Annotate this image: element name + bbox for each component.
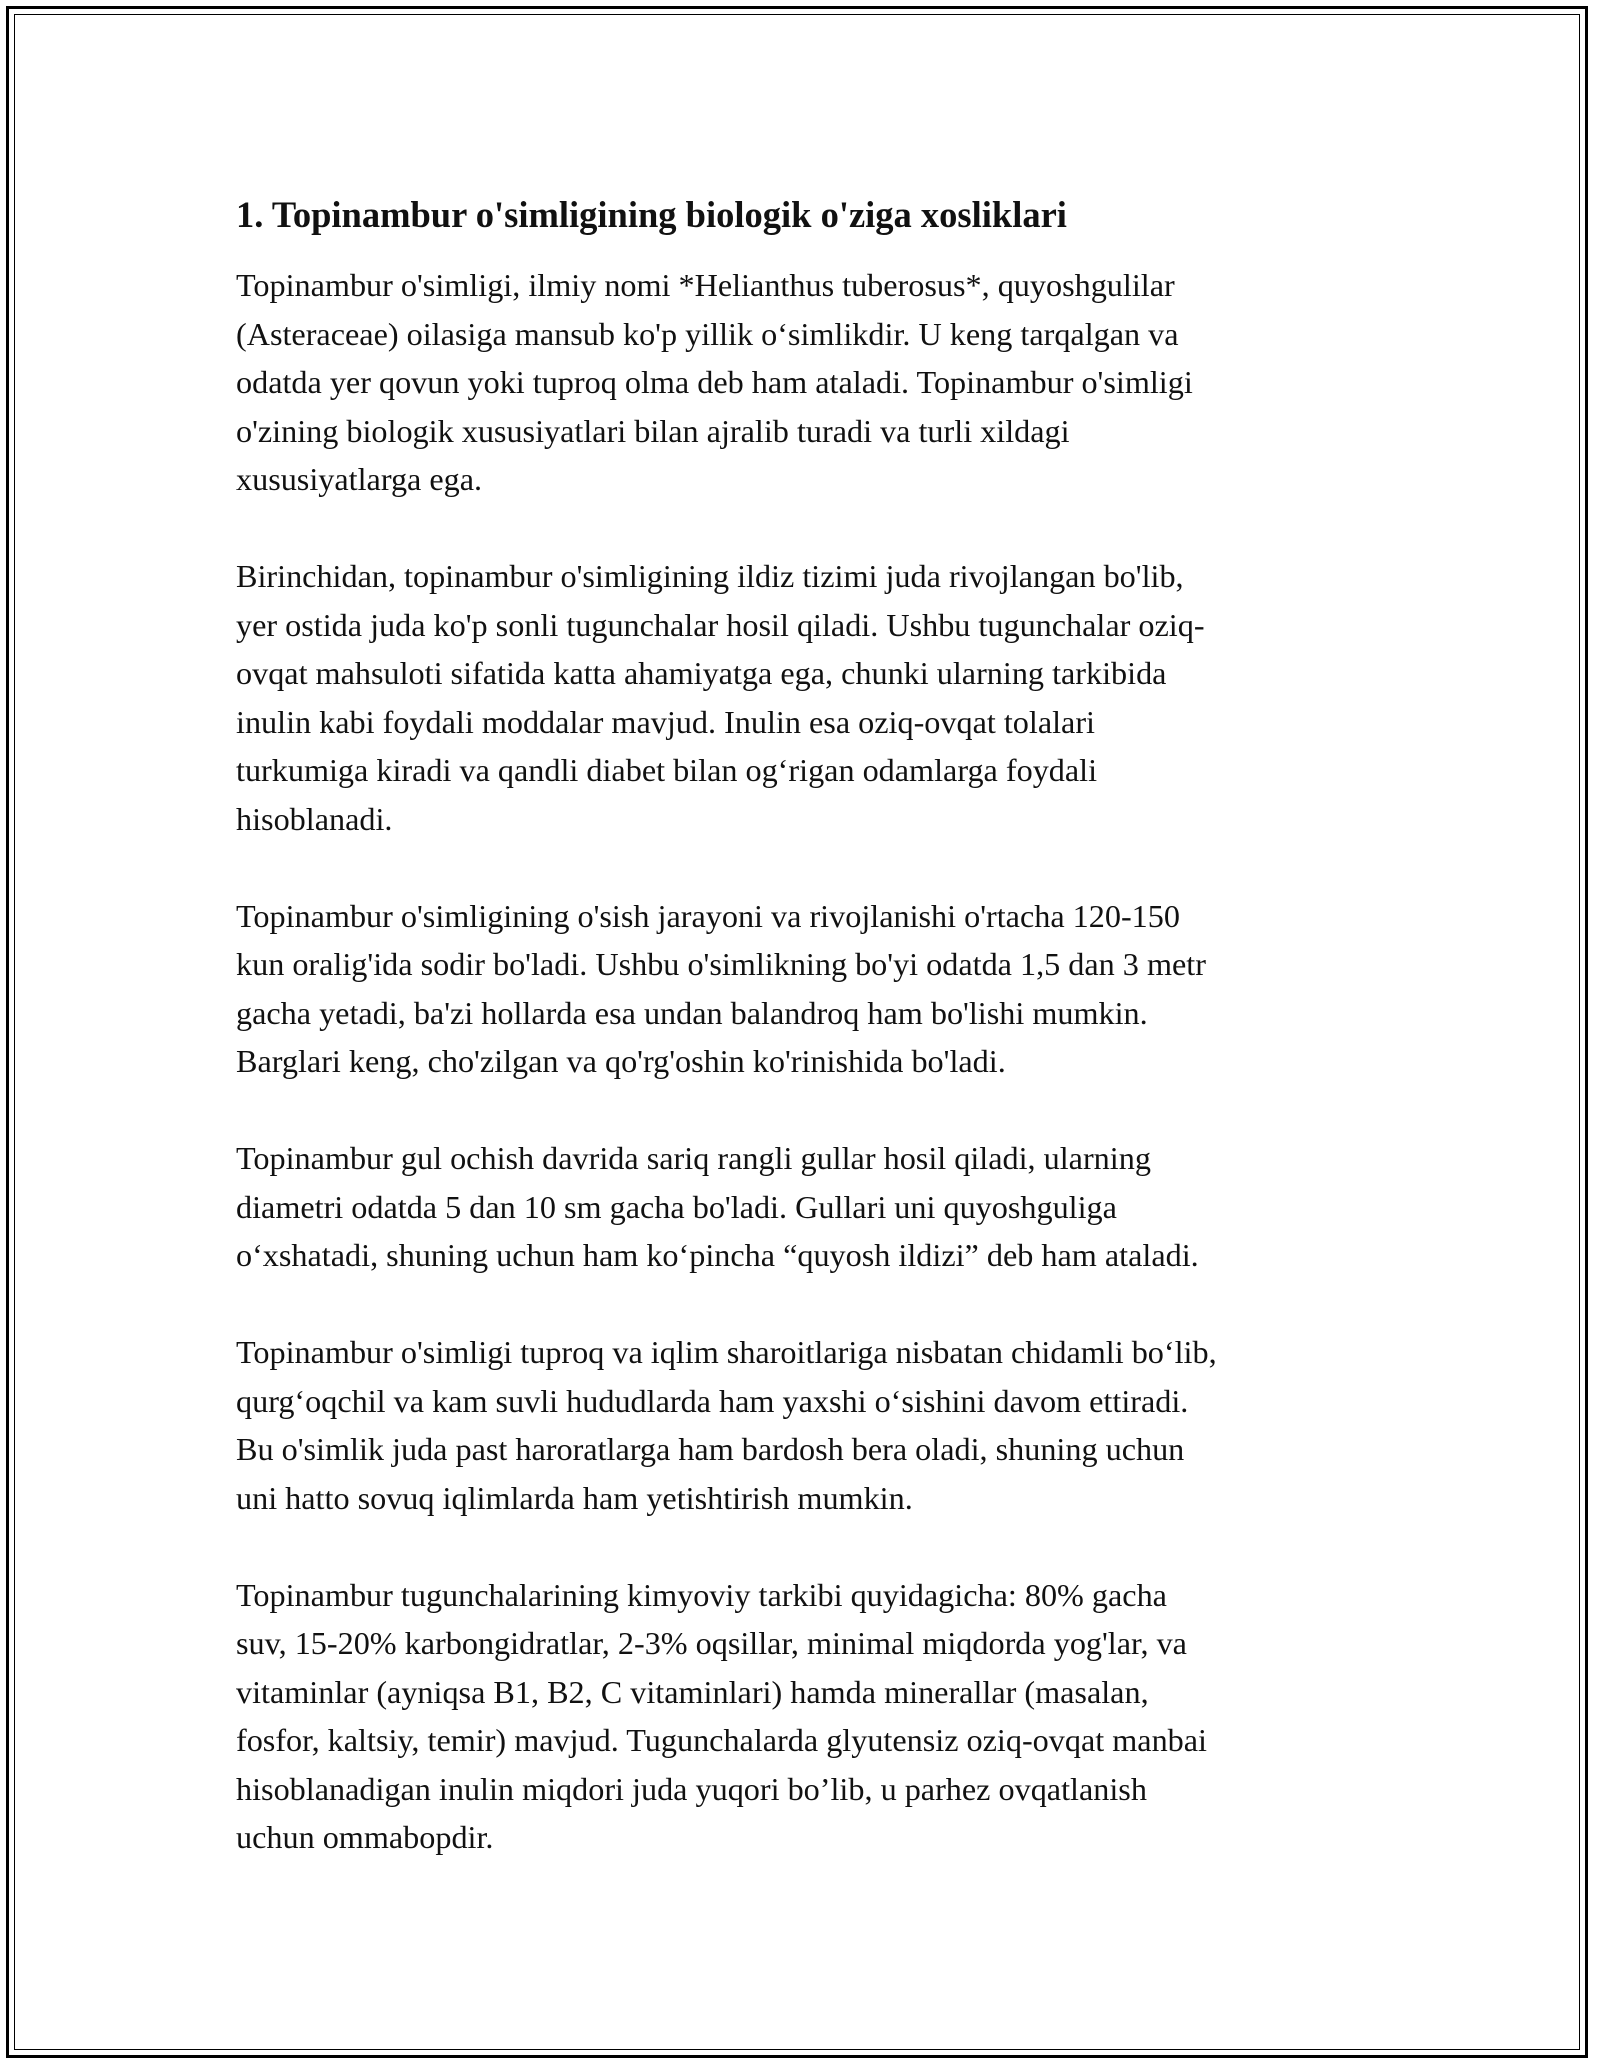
paragraph-line: Topinambur o'simligining o'sish jarayoni va rivojlanishi o'rtacha 120-150 xyxy=(236,897,1180,934)
paragraph xyxy=(236,552,1366,843)
paragraph-line: suv, 15-20% karbongidratlar, 2-3% oqsillar, minimal miqdorda yog'lar, va xyxy=(236,1625,1187,1661)
paragraph xyxy=(236,261,1366,504)
section-heading: 1. Topinambur o'simligining biologik o'ziga xosliklari xyxy=(236,194,1067,235)
paragraph-line: ovqat mahsuloti sifatida katta ahamiyatga ega, chunki ularning tarkibida xyxy=(236,655,1167,691)
paragraph-line: qurg‘oqchil va kam suvli hududlarda ham yaxshi o‘sishini davom ettiradi. xyxy=(236,1382,1189,1419)
paragraph-line: (Asteraceae) oilasiga mansub ko'p yillik o‘simlikdir. U keng tarqalgan va xyxy=(236,315,1179,352)
paragraph-line: gacha yetadi, ba'zi hollarda esa undan balandroq ham bo'lishi mumkin. xyxy=(236,994,1148,1031)
document-body xyxy=(236,185,1366,1862)
paragraph-line: odatda yer qovun yoki tuproq olma deb ham ataladi. Topinambur o'simligi xyxy=(236,364,1193,400)
paragraph xyxy=(236,892,1366,1086)
paragraph-line: Bu o'simlik juda past haroratlarga ham bardosh bera oladi, shuning uchun xyxy=(236,1431,1185,1467)
paragraph-line: yer ostida juda ko'p sonli tugunchalar hosil qiladi. Ushbu tugunchalar oziq- xyxy=(236,606,1205,643)
paragraph-line: Topinambur o'simligi tuproq va iqlim sharoitlariga nisbatan chidamli bo‘lib, xyxy=(236,1334,1217,1370)
paragraph xyxy=(236,1328,1366,1522)
paragraph-line: o‘xshatadi, shuning uchun ham ko‘pincha “quyosh ildizi” deb ham ataladi. xyxy=(236,1237,1199,1273)
paragraph-line: fosfor, kaltsiy, temir) mavjud. Tugunchalarda glyutensiz oziq-ovqat manbai xyxy=(236,1722,1207,1758)
paragraph-line: turkumiga kiradi va qandli diabet bilan og‘rigan odamlarga foydali xyxy=(236,752,1098,788)
paragraph-line: xususiyatlarga ega. xyxy=(236,461,483,497)
paragraph xyxy=(236,1134,1366,1280)
paragraph-line: inulin kabi foydali moddalar mavjud. Inulin esa oziq-ovqat tolalari xyxy=(236,703,1096,740)
paragraph-line: Barglari keng, cho'zilgan va qo'rg'oshin ko'rinishida bo'ladi. xyxy=(236,1043,1006,1079)
paragraph-line: Topinambur tugunchalarining kimyoviy tarkibi quyidagicha: 80% gacha xyxy=(236,1576,1167,1613)
paragraph-line: diametri odatda 5 dan 10 sm gacha bo'ladi. Gullari uni quyoshguliga xyxy=(236,1188,1117,1225)
paragraph-line: kun oralig'ida sodir bo'ladi. Ushbu o'simlikning bo'yi odatda 1,5 dan 3 metr xyxy=(236,946,1206,982)
paragraph-line: o'zining biologik xususiyatlari bilan ajralib turadi va turli xildagi xyxy=(236,412,1070,449)
paragraph-list xyxy=(236,261,1366,1862)
paragraph-line: Birinchidan, topinambur o'simligining ildiz tizimi juda rivojlangan bo'lib, xyxy=(236,558,1184,594)
paragraph-line: uni hatto sovuq iqlimlarda ham yetishtirish mumkin. xyxy=(236,1479,913,1516)
paragraph-line: Topinambur o'simligi, ilmiy nomi *Helianthus tuberosus*, quyoshgulilar xyxy=(236,267,1175,303)
paragraph xyxy=(236,1571,1366,1862)
paragraph-line: Topinambur gul ochish davrida sariq rangli gullar hosil qiladi, ularning xyxy=(236,1140,1151,1176)
paragraph-line: hisoblanadigan inulin miqdori juda yuqori bo’lib, u parhez ovqatlanish xyxy=(236,1770,1147,1807)
paragraph-line: uchun ommabopdir. xyxy=(236,1819,494,1855)
paragraph-line: vitaminlar (ayniqsa B1, B2, C vitaminlari) hamda minerallar (masalan, xyxy=(236,1673,1149,1710)
paragraph-line: hisoblanadi. xyxy=(236,800,393,837)
